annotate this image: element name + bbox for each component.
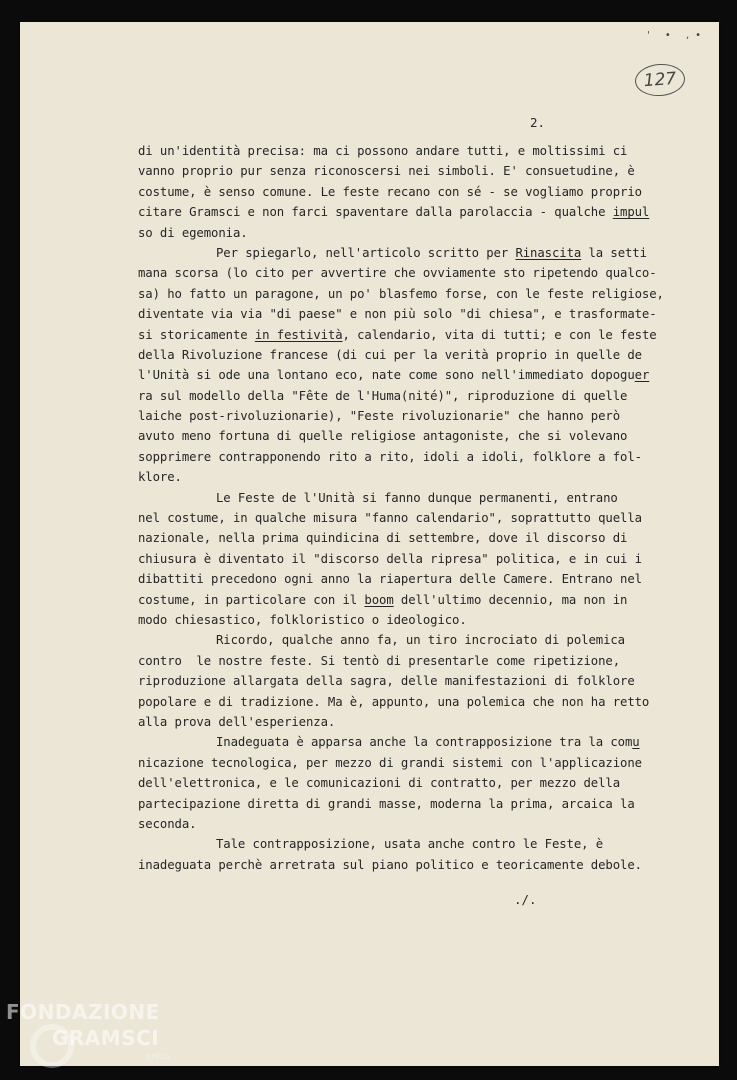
typewritten-text: [138, 141, 664, 875]
text-line: [138, 447, 642, 467]
text-segment: la setti: [581, 245, 647, 260]
underlined-text: boom: [364, 592, 394, 607]
text-line: [138, 630, 638, 650]
text-segment: contro le nostre feste. Si tentò di presentarle come ripetizione,: [138, 653, 621, 668]
text-segment: si storicamente: [138, 327, 255, 342]
text-segment: chiusura è diventato il "discorso della ripresa" politica, e in cui i: [138, 551, 642, 566]
text-line: [138, 365, 650, 385]
text-line: [138, 590, 638, 610]
underlined-text: impul: [612, 205, 650, 220]
text-line: [138, 467, 638, 487]
text-segment: costume, in particolare con il: [138, 592, 365, 607]
text-line: [138, 182, 642, 202]
text-segment: alla prova dell'esperienza.: [138, 714, 336, 729]
text-segment: Inadeguata è apparsa anche la contrapposizione tra la com: [216, 735, 633, 750]
text-line: [138, 814, 638, 834]
text-line: [138, 732, 638, 752]
underlined-text: u: [632, 735, 640, 750]
text-line: [138, 834, 638, 854]
text-line: [138, 508, 642, 528]
text-line: [138, 651, 638, 671]
text-segment: citare Gramsci e non farci spaventare dalla parolaccia - qualche: [138, 205, 613, 220]
text-segment: seconda.: [138, 816, 197, 831]
text-line: [138, 855, 642, 875]
text-segment: so di egemonia.: [138, 225, 248, 240]
text-line: [138, 161, 638, 181]
text-segment: Ricordo, qualche anno fa, un tiro incrociato di polemica: [216, 633, 625, 648]
text-segment: vanno proprio pur senza riconoscersi nei simboli. E' consuetudine, è: [138, 164, 635, 179]
text-line: [138, 141, 638, 161]
text-segment: inadeguata perchè arretrata sul piano politico e teoricamente debole.: [138, 857, 642, 872]
text-segment: , calendario, vita di tutti; e con le feste: [342, 327, 657, 342]
text-line: [138, 753, 642, 773]
text-segment: l'Unità si ode una lontano eco, nate come sono nell'immediato dopogu: [138, 368, 635, 383]
text-segment: avuto meno fortuna di quelle religiose antagoniste, che si volevano: [138, 429, 628, 444]
continuation-mark: ./.: [514, 892, 537, 907]
text-line: [138, 671, 638, 691]
text-segment: popolare e di tradizione. Ma è, appunto, una polemica che non ha retto: [138, 694, 650, 709]
text-line: [138, 304, 657, 324]
watermark-line1: FONDAZIONE: [6, 1000, 160, 1024]
text-segment: della Rivoluzione francese (di cui per la verità proprio in quelle de: [138, 347, 642, 362]
text-segment: costume, è senso comune. Le feste recano con sé - se vogliamo proprio: [138, 184, 642, 199]
text-line: [138, 202, 650, 222]
text-line: [138, 325, 657, 345]
text-line: [138, 773, 638, 793]
text-segment: riproduzione allargata della sagra, delle manifestazioni di folklore: [138, 674, 635, 689]
text-segment: klore.: [138, 470, 182, 485]
watermark-line2: GRAMSCI: [52, 1026, 160, 1050]
text-line: [138, 692, 650, 712]
text-segment: Le Feste de l'Unità si fanno dunque permanenti, entrano: [216, 490, 618, 505]
text-line: [138, 528, 638, 548]
text-segment: diventate via via "di paese" e non più solo "di chiesa", e trasformate-: [138, 307, 657, 322]
text-segment: nicazione tecnologica, per mezzo di grandi sistemi con l'applicazione: [138, 755, 642, 770]
text-segment: dibattiti precedono ogni anno la riapertura delle Camere. Entrano nel: [138, 572, 642, 587]
text-line: [138, 569, 642, 589]
text-line: [138, 284, 664, 304]
text-segment: laiche post-rivoluzionarie), "Feste rivoluzionarie" che hanno però: [138, 409, 621, 424]
text-segment: nazionale, nella prima quindicina di settembre, dove il discorso di: [138, 531, 628, 546]
text-segment: Tale contrapposizione, usata anche contro le Feste, è: [216, 837, 604, 852]
text-segment: sa) ho fatto un paragone, un po' blasfemo forse, con le feste religiose,: [138, 286, 664, 301]
text-segment: ra sul modello della "Fête de l'Huma(nité)", riproduzione di quelle: [138, 388, 628, 403]
text-line: [138, 243, 647, 263]
corner-marks: ' • ,•: [647, 30, 708, 41]
text-line: [138, 406, 638, 426]
text-line: [138, 345, 642, 365]
underlined-text: Rinascita: [515, 245, 582, 260]
document-page: [20, 22, 719, 1066]
text-line: [138, 223, 638, 243]
text-line: [138, 794, 638, 814]
text-line: [138, 610, 638, 630]
text-line: [138, 712, 638, 732]
text-segment: nel costume, in qualche misura "fanno calendario", soprattutto quella: [138, 511, 642, 526]
text-segment: dell'ultimo decennio, ma non in: [393, 592, 628, 607]
text-line: [138, 263, 657, 283]
text-segment: Per spiegarlo, nell'articolo scritto per: [216, 245, 516, 260]
watermark-line3: onlus: [146, 1052, 171, 1062]
fondazione-gramsci-watermark: [6, 1000, 186, 1076]
text-segment: mana scorsa (lo cito per avvertire che ovviamente sto ripetendo qualco-: [138, 266, 657, 281]
text-line: [138, 549, 642, 569]
text-segment: partecipazione diretta di grandi masse, moderna la prima, arcaica la: [138, 796, 635, 811]
text-segment: dell'elettronica, e le comunicazioni di contratto, per mezzo della: [138, 776, 621, 791]
text-line: [138, 488, 638, 508]
text-line: [138, 426, 638, 446]
text-segment: modo chiesastico, folkloristico o ideologico.: [138, 612, 467, 627]
text-segment: di un'identità precisa: ma ci possono andare tutti, e moltissimi ci: [138, 144, 628, 158]
page-number: 2.: [530, 115, 546, 130]
archive-number-stamp: 127: [634, 62, 686, 97]
text-segment: sopprimere contrapponendo rito a rito, idoli a idoli, folklore a fol-: [138, 449, 642, 464]
underlined-text: in festività: [254, 327, 343, 342]
text-line: [138, 386, 638, 406]
underlined-text: er: [634, 368, 650, 383]
